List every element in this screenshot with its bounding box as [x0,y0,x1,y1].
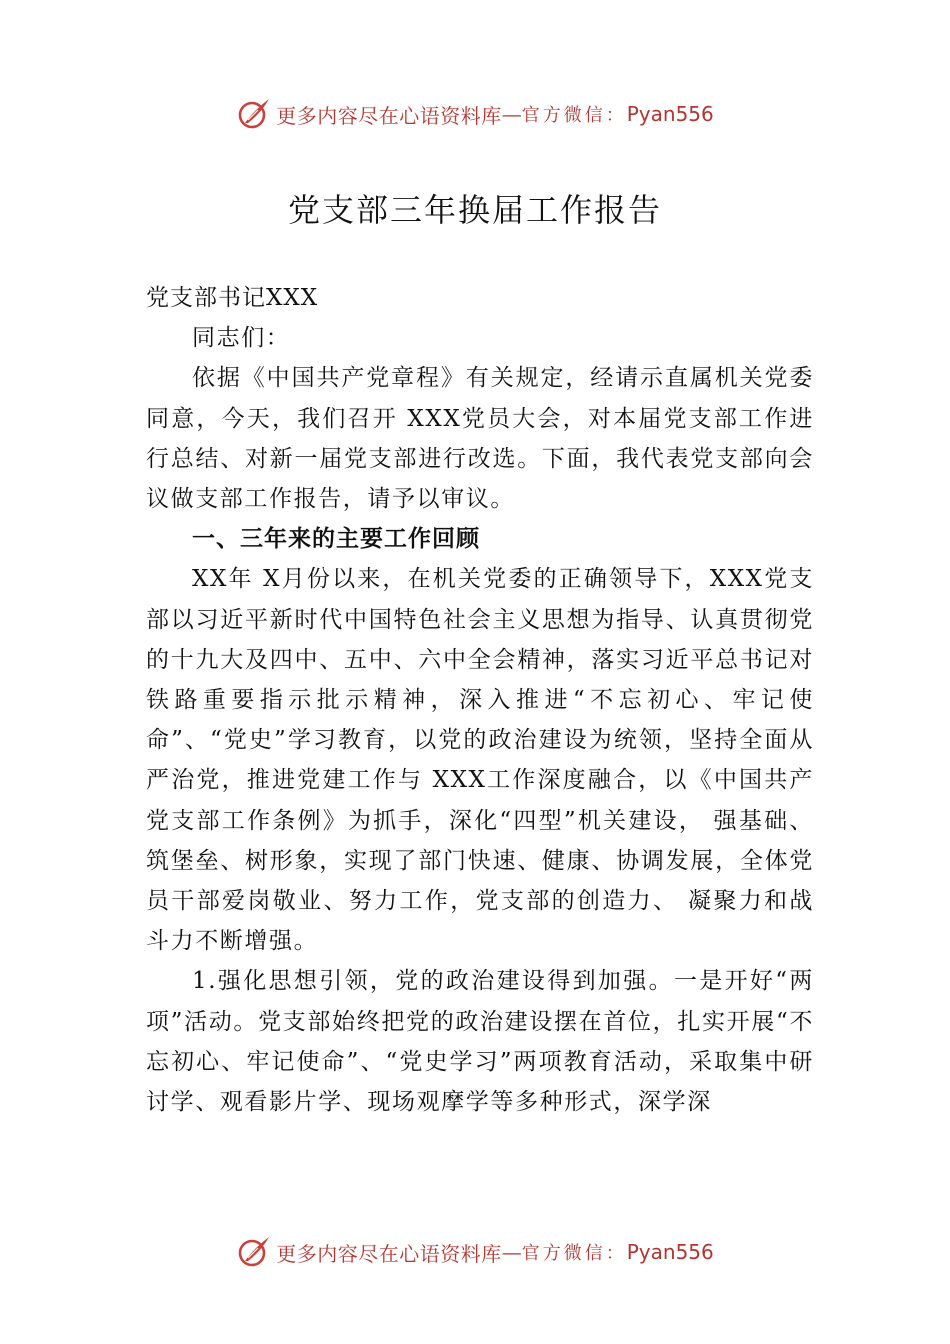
quill-pen-logo-icon [236,1234,272,1270]
intro-paragraph: 依据《中国共产党章程》有关规定，经请示直属机关党委同意，今天，我们召开 XXX党员大会，对本届党支部工作进行总结、对新一届党支部进行改选。下面，我代表党支部向会议做支部工作报告，请予以审议。 [146,365,814,513]
item-paragraph: 1.强化思想引领，党的政治建设得到加强。一是开好“两项”活动。党支部始终把党的政治建设摆在首位，扎实开展“不忘初心、牢记使命”、“党史学习”两项教育活动，采取集中研讨学、观看影片学、现场观摩学等多种形式，深学深 [146,968,814,1116]
banner-wechat-id: Pyan556 [626,102,714,126]
section-paragraph: XX年 X月份以来，在机关党委的正确领导下，XXX党支部以习近平新时代中国特色社会主义思想为指导、认真贯彻党的十九大及四中、五中、六中全会精神，落实习近平总书记对铁路重要指示批示精神，深入推进“不忘初心、牢记使命”、“党史”学习教育，以党的政治建设为统领，坚持全面从严治党，推进党建工作与 XXX工作深度融合，以《中国共产党支部工作条例》为抓手，深化“四型”机关建设， 强基础、筑堡垒、树形象，实现了部门快速、健康、协调发展，全体党员干部爱岗敬业、努力工作，党支部的创造力、 凝聚力和战斗力不断增强。 [146,566,814,955]
banner-site-name: 更多内容尽在心语资料库 [276,103,502,128]
document-title: 党支部三年换届工作报告 [287,191,662,229]
banner-separator: — [501,102,522,126]
document-body [146,278,814,1122]
quill-pen-logo-icon [236,96,272,132]
footer-wechat-label: 官方微信： [521,1243,627,1264]
footer-banner [0,1232,950,1272]
author-line: 党支部书记XXX [146,285,319,311]
section-heading: 一、三年来的主要工作回顾 [192,526,480,553]
header-banner [0,94,950,134]
footer-separator: — [501,1240,522,1264]
footer-wechat-id: Pyan556 [626,1240,714,1264]
greeting: 同志们： [192,325,291,352]
footer-site-name: 更多内容尽在心语资料库 [276,1241,502,1266]
banner-wechat-label: 官方微信： [521,105,627,126]
